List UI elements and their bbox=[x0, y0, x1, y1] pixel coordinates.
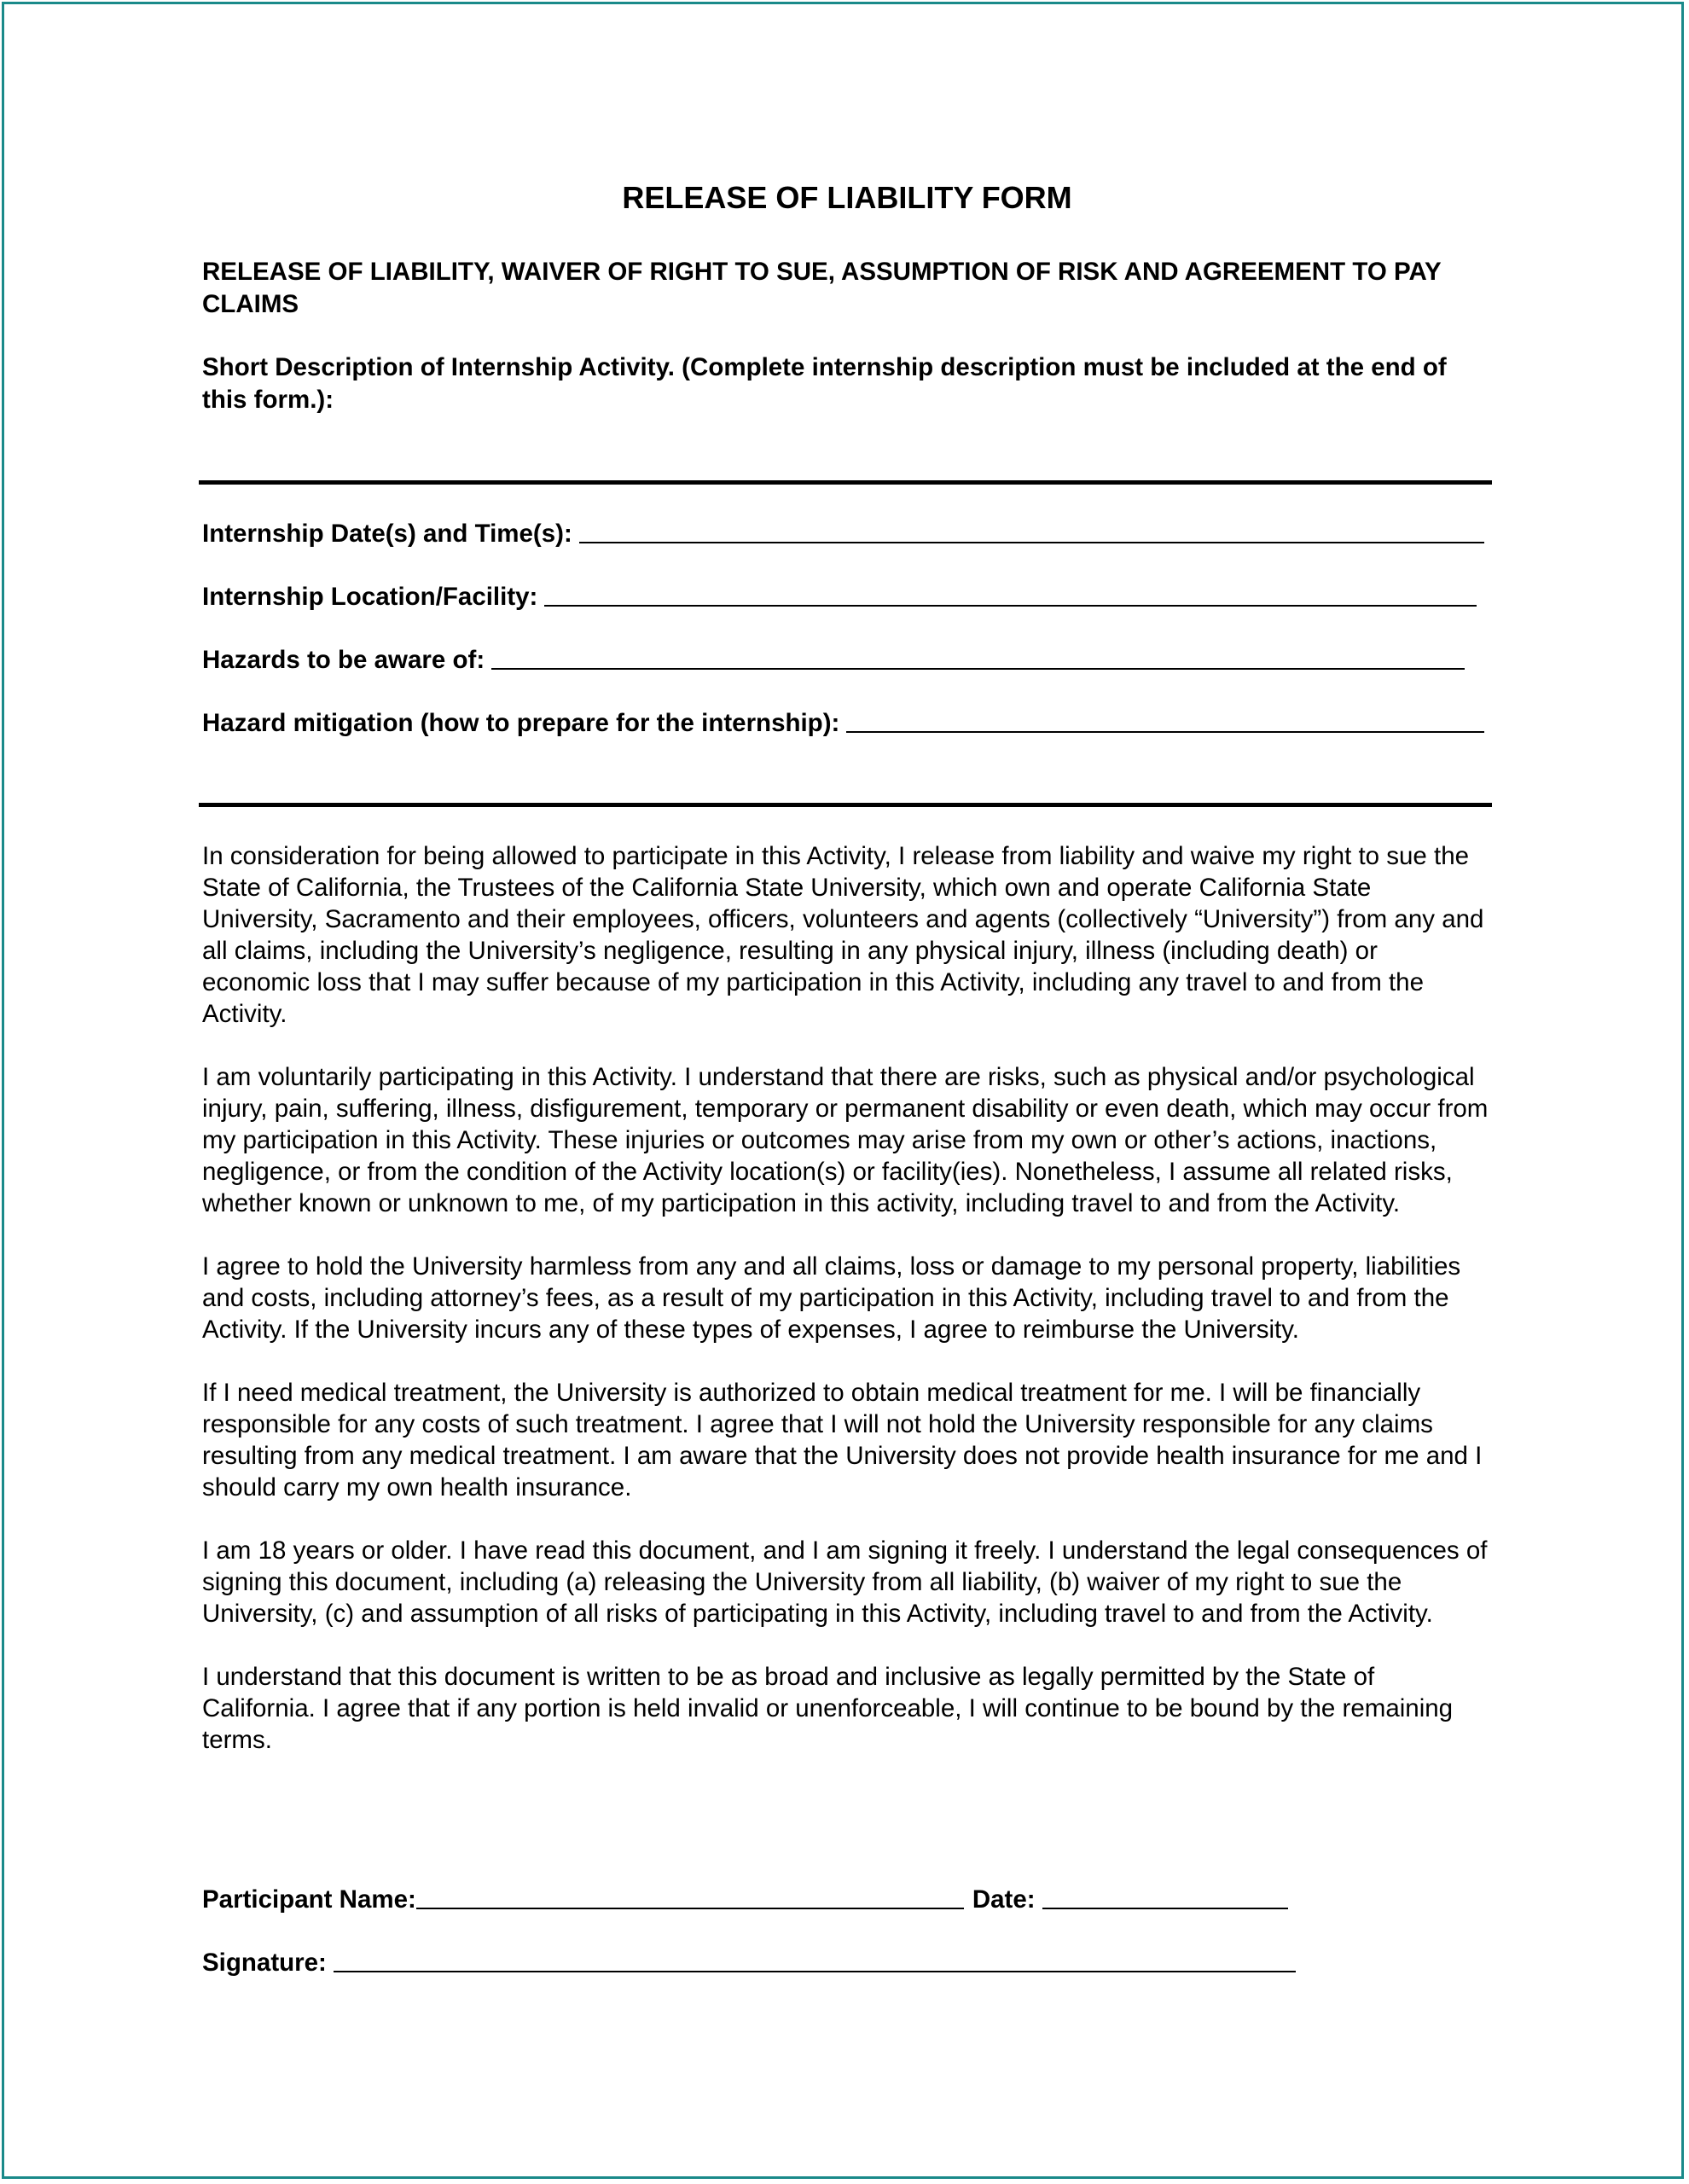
dates-field[interactable] bbox=[202, 516, 1484, 550]
location-field[interactable] bbox=[202, 579, 1477, 613]
location-label: Internship Location/Facility: bbox=[202, 583, 538, 611]
location-blank[interactable] bbox=[544, 605, 1477, 607]
form-title: RELEASE OF LIABILITY FORM bbox=[622, 180, 1072, 215]
paragraph-hold-harmless: I agree to hold the University harmless from any and all claims, loss or damage to my personal property, liabilities and costs, including attorney’s fees, as a result of my participation in this Activity, including travel to and from the Activity. If the University incurs any of these types of expenses, I agree to reimburse the University. bbox=[202, 1252, 1461, 1344]
date-blank[interactable] bbox=[1042, 1908, 1288, 1909]
date-label: Date: bbox=[972, 1885, 1036, 1914]
mitigation-field[interactable] bbox=[202, 706, 1484, 740]
participant-name-label: Participant Name: bbox=[202, 1885, 416, 1914]
dates-label: Internship Date(s) and Time(s): bbox=[202, 520, 572, 548]
paragraph-medical: If I need medical treatment, the University is authorized to obtain medical treatment for me. I will be financially responsible for any costs of such treatment. I agree that I will not hold the University responsible for any claims resulting from any medical treatment. I am aware that the University does not provide health insurance for me and I should carry my own health insurance. bbox=[202, 1379, 1483, 1502]
description-line[interactable] bbox=[199, 480, 1492, 485]
description-label: Short Description of Internship Activity. (Complete internship description must be included at the end of this form.): bbox=[202, 353, 1447, 414]
mitigation-blank[interactable] bbox=[846, 731, 1484, 733]
release-terms bbox=[202, 840, 1492, 1787]
hazards-blank[interactable] bbox=[491, 668, 1465, 670]
paragraph-age-consent: I am 18 years or older. I have read this document, and I am signing it freely. I understand the legal consequences of signing this document, including (a) releasing the University from all liability, (b) waiver of my right to sue the University, (c) and assumption of all risks of participating in this Activity, including travel to and from the Activity. bbox=[202, 1536, 1488, 1628]
hazards-field[interactable] bbox=[202, 642, 1465, 677]
mitigation-label: Hazard mitigation (how to prepare for the internship): bbox=[202, 709, 840, 737]
paragraph-release: In consideration for being allowed to participate in this Activity, I release from liability and waive my right to sue the State of California, the Trustees of the California State University, which own and operate California State University, Sacramento and their employees, officers, volunteers and agents (collectively “University”) from any and all claims, including the University’s negligence, resulting in any physical injury, illness (including death) or economic loss that I may suffer because of my participation in this Activity, including any travel to and from the Activity. bbox=[202, 842, 1484, 1028]
hazards-label: Hazards to be aware of: bbox=[202, 646, 485, 674]
participant-name-row bbox=[202, 1882, 1288, 1916]
form-subtitle: RELEASE OF LIABILITY, WAIVER OF RIGHT TO SUE, ASSUMPTION OF RISK AND AGREEMENT TO PAY CLAIMS bbox=[202, 258, 1442, 318]
signature-label: Signature: bbox=[202, 1949, 327, 1977]
participant-name-blank[interactable] bbox=[416, 1908, 964, 1909]
signature-blank[interactable] bbox=[334, 1971, 1296, 1972]
dates-blank[interactable] bbox=[579, 542, 1484, 543]
section-divider bbox=[199, 803, 1492, 807]
paragraph-severability: I understand that this document is written to be as broad and inclusive as legally permitted by the State of California. I agree that if any portion is held invalid or unenforceable, I will continue to be bound by the remaining terms. bbox=[202, 1663, 1454, 1754]
signature-row bbox=[202, 1945, 1296, 1979]
paragraph-risks: I am voluntarily participating in this Activity. I understand that there are risks, such as physical and/or psychological injury, pain, suffering, illness, disfigurement, temporary or permanent disability or even death, which may occur from my participation in this Activity. These injuries or outcomes may arise from my own or other’s actions, inactions, negligence, or from the condition of the Activity location(s) or facility(ies). Nonetheless, I assume all related risks, whether known or unknown to me, of my participation in this activity, including travel to and from the Activity. bbox=[202, 1063, 1489, 1217]
